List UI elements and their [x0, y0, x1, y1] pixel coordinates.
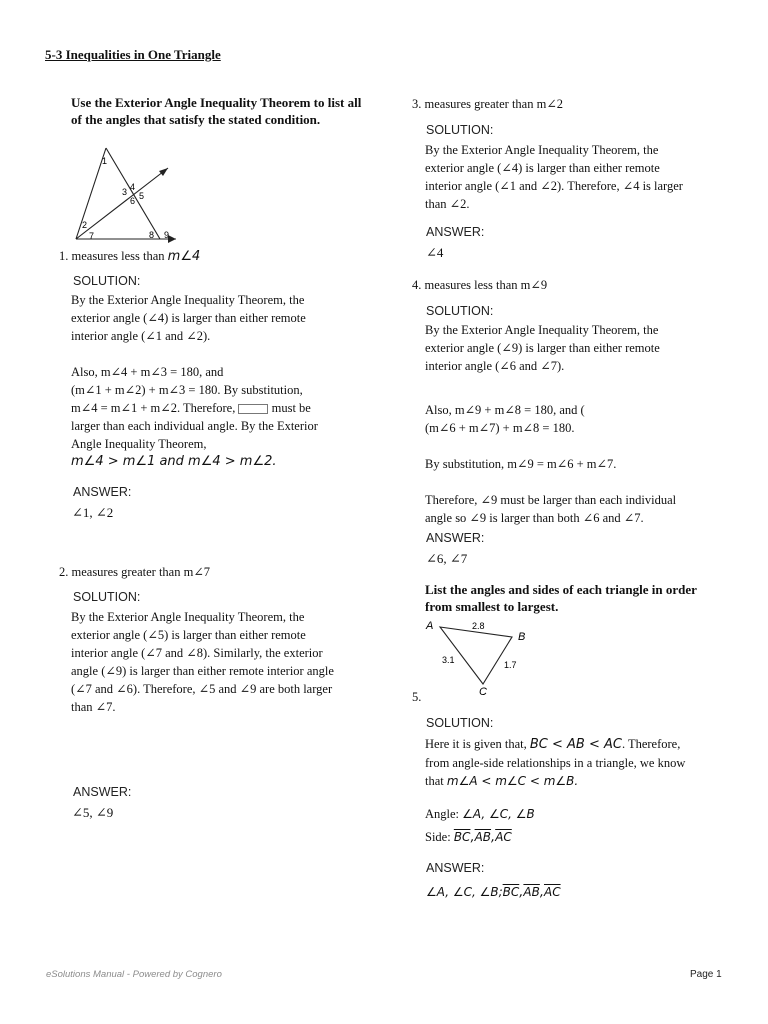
- q5-line: from angle-side relationships in a triangle, we know: [425, 756, 686, 770]
- fig1-label-6: 6: [130, 196, 136, 206]
- fig1-label-5: 5: [139, 191, 145, 201]
- q2-line: angle (∠9) is larger than either remote interior angle: [71, 664, 334, 678]
- q5-answer-angles: ∠A, ∠C, ∠B;: [426, 885, 503, 899]
- q2-solution-text: [71, 608, 381, 716]
- q4-line: By the Exterior Angle Inequality Theorem, the: [425, 323, 659, 337]
- q2-line: than ∠7.: [71, 700, 116, 714]
- q3-line: exterior angle (∠4) is larger than either remote: [425, 161, 660, 175]
- q5-solution-label: SOLUTION:: [426, 716, 494, 730]
- fig1-label-4: 4: [130, 182, 136, 192]
- triangle-figure-angles: [72, 146, 180, 244]
- question-1-math: m∠4: [167, 249, 201, 264]
- q5-side-line: Side: $\overline{BC},\overline{AB},\overline{AC}$: [425, 830, 512, 845]
- q5-text: Here it is given that,: [425, 737, 527, 751]
- q1-solution-text: [71, 291, 371, 471]
- q1-line: Also, m∠4 + m∠3 = 180, and: [71, 365, 224, 379]
- question-2-prompt: [59, 563, 210, 581]
- q5-angle-value: ∠A, ∠C, ∠B: [462, 807, 535, 821]
- fig1-label-8: 8: [149, 230, 155, 240]
- q1-line: larger than each individual angle. By the Exterior: [71, 419, 318, 433]
- section-heading-order: List the angles and sides of each triangle in order from smallest to largest.: [425, 582, 697, 614]
- q5-line: [425, 772, 745, 790]
- q3-line: interior angle (∠1 and ∠2). Therefore, ∠4 is larger: [425, 179, 683, 193]
- q1-answer: ∠1, ∠2: [72, 505, 114, 520]
- q1-line-part: must be: [271, 401, 311, 415]
- question-2-text: measures greater than m∠7: [71, 565, 211, 579]
- q4-answer: ∠6, ∠7: [426, 551, 468, 566]
- q4-line: Therefore, ∠9 must be larger than each individual: [425, 493, 677, 507]
- footer-credit: eSolutions Manual - Powered by Cognero: [46, 969, 222, 980]
- q3-line: than ∠2.: [425, 197, 470, 211]
- q2-line: interior angle (∠7 and ∠8). Similarly, the exterior: [71, 646, 323, 660]
- fig1-label-1: 1: [102, 156, 108, 166]
- segment-ab: $\overline{AB}$: [474, 830, 492, 844]
- q4-solution-label: SOLUTION:: [426, 304, 494, 318]
- question-2-number: 2.: [59, 565, 69, 579]
- q4-solution-text: [425, 321, 735, 527]
- fig1-label-7: 7: [89, 231, 95, 241]
- vertex-b-label: B: [518, 631, 526, 643]
- side-ab-label: 2.8: [472, 621, 485, 631]
- side-bc-label: 1.7: [504, 660, 517, 670]
- q2-line: By the Exterior Angle Inequality Theorem, the: [71, 610, 305, 624]
- question-3-number: 3.: [412, 97, 422, 111]
- q2-solution-label: SOLUTION:: [73, 590, 141, 604]
- q1-solution-label: SOLUTION:: [73, 274, 141, 288]
- fig1-arrowhead-right: [168, 235, 176, 243]
- segment-bc: $\overline{BC}$: [453, 830, 471, 844]
- q5-angle-label: Angle:: [425, 807, 460, 821]
- question-3-prompt: [412, 95, 563, 113]
- fig1-arrowhead: [159, 168, 168, 176]
- q4-line: angle so ∠9 is larger than both ∠6 and ∠7.: [425, 511, 644, 525]
- q3-answer-label: ANSWER:: [426, 225, 485, 239]
- fig1-label-3: 3: [122, 187, 128, 197]
- q2-answer-label: ANSWER:: [73, 785, 132, 799]
- q5-angle-inequality: m∠A < m∠C < m∠B.: [446, 774, 579, 788]
- blank-box: [238, 404, 268, 414]
- q2-line: (∠7 and ∠6). Therefore, ∠5 and ∠9 are both larger: [71, 682, 333, 696]
- q3-solution-label: SOLUTION:: [426, 123, 494, 137]
- q1-line: (m∠1 + m∠2) + m∠3 = 180. By substitution,: [71, 383, 303, 397]
- question-4-text: measures less than m∠9: [424, 278, 548, 292]
- q5-answer: ∠A, ∠C, $\angle B;\overline{BC},\overline{AB},\overline{AC}$: [426, 885, 561, 900]
- q1-line-part: m∠4 = m∠1 + m∠2. Therefore,: [71, 401, 236, 415]
- q5-side-label: Side:: [425, 830, 451, 844]
- q2-line: exterior angle (∠5) is larger than either remote: [71, 628, 306, 642]
- answer-segment-ac: $\overline{AC}$: [543, 885, 561, 899]
- side-ac-label: 3.1: [442, 655, 455, 665]
- question-3-text: measures greater than m∠2: [424, 97, 564, 111]
- page-title: 5-3 Inequalities in One Triangle: [45, 47, 221, 62]
- q3-line: By the Exterior Angle Inequality Theorem, the: [425, 143, 659, 157]
- q1-answer-label: ANSWER:: [73, 485, 132, 499]
- q5-angle-line: [425, 805, 535, 823]
- q5-text: . Therefore,: [621, 737, 681, 751]
- q3-answer: ∠4: [426, 245, 444, 260]
- q5-text: that: [425, 774, 444, 788]
- fig1-right-line: [106, 148, 160, 239]
- q2-answer: ∠5, ∠9: [72, 805, 114, 820]
- q3-solution-text: [425, 141, 735, 213]
- vertex-a-label: A: [426, 620, 434, 632]
- q1-line: exterior angle (∠4) is larger than either remote: [71, 311, 306, 325]
- question-1-prompt: [59, 247, 200, 266]
- q5-line: [425, 735, 745, 754]
- answer-segment-bc: $\overline{BC}$: [502, 885, 520, 899]
- q4-line: exterior angle (∠9) is larger than either remote: [425, 341, 660, 355]
- q4-line: By substitution, m∠9 = m∠6 + m∠7.: [425, 457, 617, 471]
- q5-inequality: BC < AB < AC: [529, 737, 622, 752]
- q4-line: interior angle (∠6 and ∠7).: [425, 359, 565, 373]
- segment-ac: $\overline{AC}$: [495, 830, 512, 844]
- question-1-number: 1.: [59, 249, 69, 263]
- page-number: Page 1: [690, 969, 722, 980]
- fig1-label-9: 9: [164, 230, 170, 240]
- q4-line: (m∠6 + m∠7) + m∠8 = 180.: [425, 421, 575, 435]
- question-4-prompt: [412, 276, 547, 294]
- q1-line: Angle Inequality Theorem,: [71, 437, 207, 451]
- q1-line-therefore: [71, 399, 371, 417]
- q1-line: interior angle (∠1 and ∠2).: [71, 329, 211, 343]
- q4-answer-label: ANSWER:: [426, 531, 485, 545]
- q1-line: By the Exterior Angle Inequality Theorem, the: [71, 293, 305, 307]
- q4-line: Also, m∠9 + m∠8 = 180, and (: [425, 403, 585, 417]
- q1-line: m∠4 > m∠1 and m∠4 > m∠2.: [71, 454, 277, 469]
- question-4-number: 4.: [412, 278, 422, 292]
- fig1-label-2: 2: [82, 220, 88, 230]
- question-1-text: measures less than: [71, 249, 165, 263]
- question-5-number: 5.: [412, 690, 422, 704]
- q5-solution-text: [425, 735, 745, 790]
- vertex-c-label: C: [479, 686, 487, 698]
- section-heading-exterior-angle: Use the Exterior Angle Inequality Theorem to list all of the angles that satisfy the stated condition.: [71, 95, 362, 127]
- answer-segment-ab: $\overline{AB}$: [523, 885, 540, 899]
- q5-answer-label: ANSWER:: [426, 861, 485, 875]
- triangle-figure-abc: [420, 616, 535, 700]
